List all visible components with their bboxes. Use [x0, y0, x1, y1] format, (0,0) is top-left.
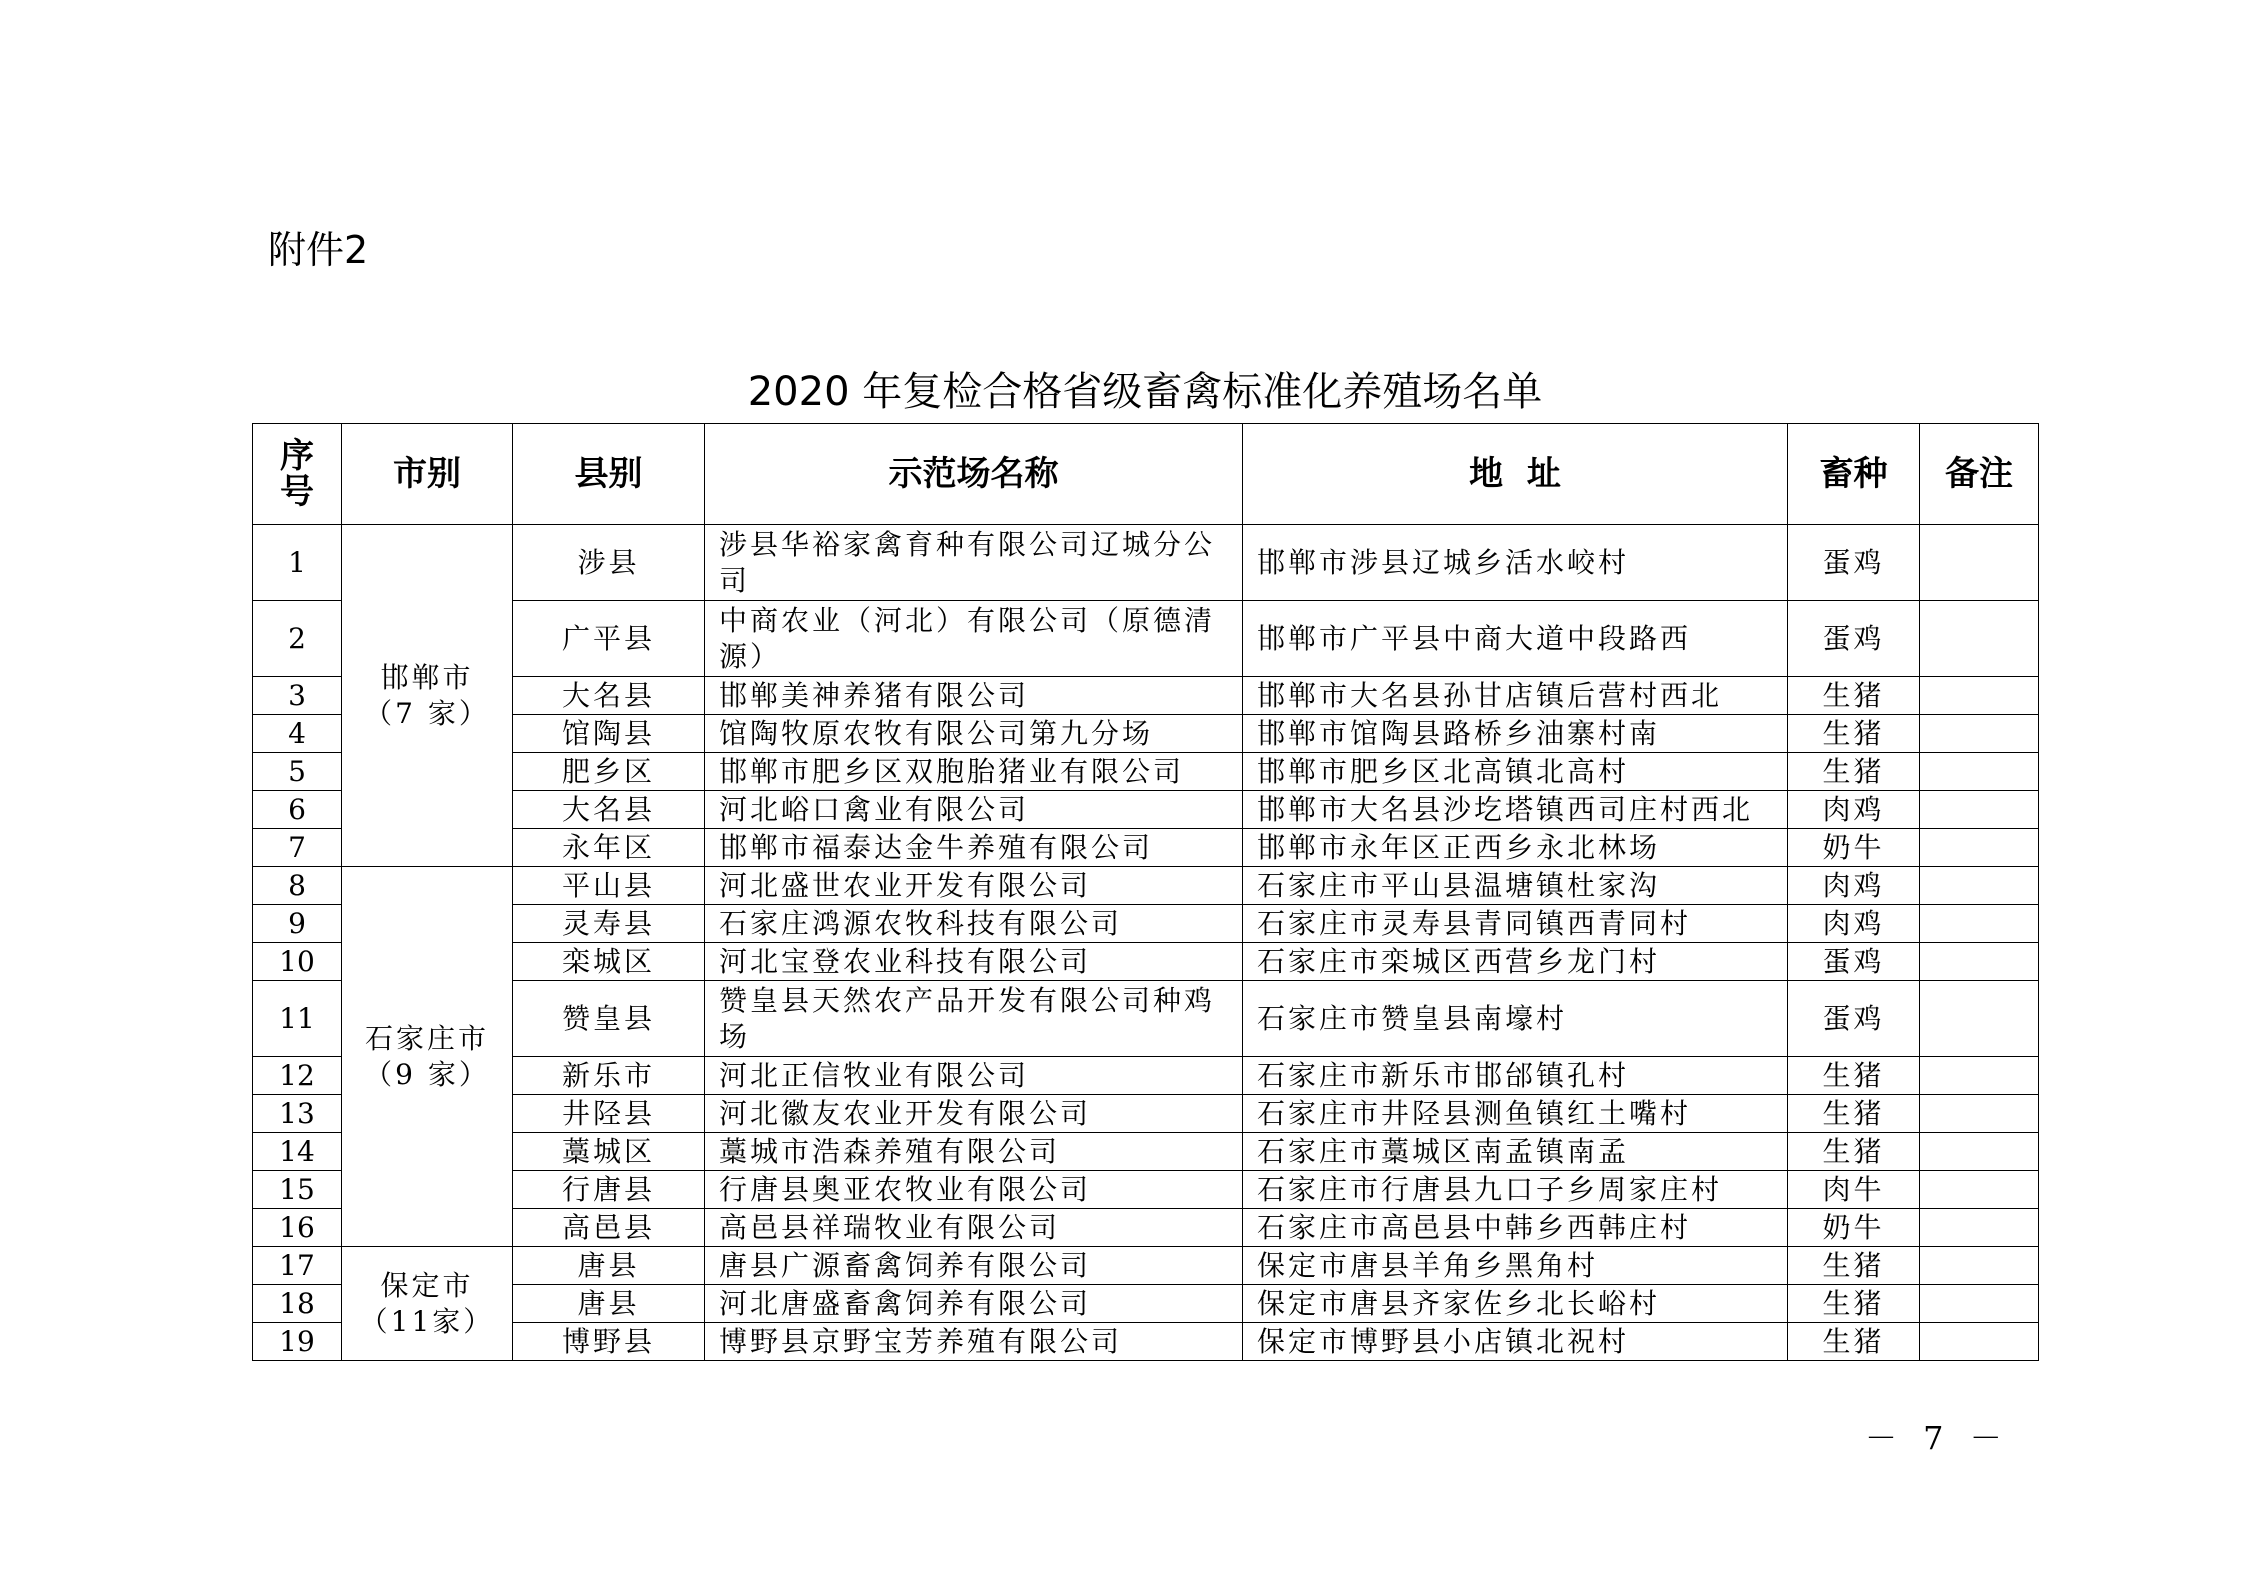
- row-number: 10: [253, 943, 342, 981]
- farm-name-cell: 河北盛世农业开发有限公司: [705, 867, 1243, 905]
- address-cell: 保定市唐县羊角乡黑角村: [1243, 1247, 1788, 1285]
- address-cell: 石家庄市新乐市邯邰镇孔村: [1243, 1057, 1788, 1095]
- attachment-label: 附件2: [268, 228, 369, 272]
- remarks-cell: [1920, 677, 2039, 715]
- table-row: [253, 981, 2039, 1057]
- table-row: [253, 525, 2039, 601]
- address-cell: 邯郸市肥乡区北高镇北高村: [1243, 753, 1788, 791]
- remarks-cell: [1920, 1133, 2039, 1171]
- table-row: [253, 829, 2039, 867]
- row-number: 11: [253, 981, 342, 1057]
- header-county: 县别: [513, 424, 705, 525]
- row-number: 6: [253, 791, 342, 829]
- table-row: [253, 1057, 2039, 1095]
- remarks-cell: [1920, 1247, 2039, 1285]
- farm-name-cell: 河北唐盛畜禽饲养有限公司: [705, 1285, 1243, 1323]
- city-name: 保定市: [380, 1268, 474, 1302]
- farm-name-cell: 河北徽友农业开发有限公司: [705, 1095, 1243, 1133]
- farm-name-cell: 邯郸美神养猪有限公司: [705, 677, 1243, 715]
- address-cell: 邯郸市广平县中商大道中段路西: [1243, 601, 1788, 677]
- address-cell: 石家庄市平山县温塘镇杜家沟: [1243, 867, 1788, 905]
- remarks-cell: [1920, 715, 2039, 753]
- header-remarks: 备注: [1920, 424, 2039, 525]
- remarks-cell: [1920, 1323, 2039, 1361]
- species-cell: 肉鸡: [1788, 791, 1920, 829]
- row-number: 2: [253, 601, 342, 677]
- county-cell: 行唐县: [513, 1171, 705, 1209]
- remarks-cell: [1920, 829, 2039, 867]
- species-cell: 肉鸡: [1788, 867, 1920, 905]
- header-no: 序号: [253, 424, 342, 525]
- remarks-cell: [1920, 1057, 2039, 1095]
- county-cell: 赞皇县: [513, 981, 705, 1057]
- species-cell: 蛋鸡: [1788, 943, 1920, 981]
- species-cell: 生猪: [1788, 1285, 1920, 1323]
- address-cell: 邯郸市大名县沙圪塔镇西司庄村西北: [1243, 791, 1788, 829]
- farm-name-cell: 唐县广源畜禽饲养有限公司: [705, 1247, 1243, 1285]
- county-cell: 馆陶县: [513, 715, 705, 753]
- table-row: [253, 1133, 2039, 1171]
- city-count: （7 家）: [364, 696, 490, 730]
- row-number: 13: [253, 1095, 342, 1133]
- row-number: 12: [253, 1057, 342, 1095]
- header-city: 市别: [342, 424, 513, 525]
- farm-name-cell: 河北宝登农业科技有限公司: [705, 943, 1243, 981]
- address-cell: 石家庄市灵寿县青同镇西青同村: [1243, 905, 1788, 943]
- county-cell: 高邑县: [513, 1209, 705, 1247]
- remarks-cell: [1920, 1209, 2039, 1247]
- species-cell: 蛋鸡: [1788, 601, 1920, 677]
- row-number: 14: [253, 1133, 342, 1171]
- page-number: － 7 －: [1865, 1419, 2010, 1457]
- table-row: [253, 1209, 2039, 1247]
- city-name: 邯郸市: [380, 660, 474, 694]
- row-number: 9: [253, 905, 342, 943]
- farm-name-cell: 馆陶牧原农牧有限公司第九分场: [705, 715, 1243, 753]
- address-cell: 邯郸市馆陶县路桥乡油寨村南: [1243, 715, 1788, 753]
- city-count: （9 家）: [364, 1057, 490, 1091]
- header-address: 地 址: [1243, 424, 1788, 525]
- row-number: 18: [253, 1285, 342, 1323]
- address-cell: 邯郸市涉县辽城乡活水峧村: [1243, 525, 1788, 601]
- remarks-cell: [1920, 791, 2039, 829]
- remarks-cell: [1920, 601, 2039, 677]
- farm-name-cell: 石家庄鸿源农牧科技有限公司: [705, 905, 1243, 943]
- species-cell: 生猪: [1788, 1133, 1920, 1171]
- address-cell: 石家庄市高邑县中韩乡西韩庄村: [1243, 1209, 1788, 1247]
- farm-name-cell: 高邑县祥瑞牧业有限公司: [705, 1209, 1243, 1247]
- species-cell: 生猪: [1788, 1095, 1920, 1133]
- species-cell: 生猪: [1788, 1057, 1920, 1095]
- remarks-cell: [1920, 905, 2039, 943]
- county-cell: 唐县: [513, 1247, 705, 1285]
- farm-name-cell: 河北正信牧业有限公司: [705, 1057, 1243, 1095]
- farm-name-cell: 行唐县奥亚农牧业有限公司: [705, 1171, 1243, 1209]
- row-number: 1: [253, 525, 342, 601]
- remarks-cell: [1920, 753, 2039, 791]
- farm-name-cell: 邯郸市福泰达金牛养殖有限公司: [705, 829, 1243, 867]
- table-row: [253, 791, 2039, 829]
- species-cell: 蛋鸡: [1788, 981, 1920, 1057]
- farm-name-cell: 博野县京野宝芳养殖有限公司: [705, 1323, 1243, 1361]
- table-row: [253, 753, 2039, 791]
- table-row: [253, 1323, 2039, 1361]
- address-cell: 保定市博野县小店镇北祝村: [1243, 1323, 1788, 1361]
- address-cell: 邯郸市大名县孙甘店镇后营村西北: [1243, 677, 1788, 715]
- remarks-cell: [1920, 867, 2039, 905]
- species-cell: 生猪: [1788, 1247, 1920, 1285]
- address-cell: 石家庄市栾城区西营乡龙门村: [1243, 943, 1788, 981]
- header-farm-name: 示范场名称: [705, 424, 1243, 525]
- farm-name-cell: 邯郸市肥乡区双胞胎猪业有限公司: [705, 753, 1243, 791]
- address-cell: 石家庄市藁城区南孟镇南孟: [1243, 1133, 1788, 1171]
- city-name: 石家庄市: [364, 1021, 489, 1055]
- row-number: 15: [253, 1171, 342, 1209]
- table-row: [253, 1247, 2039, 1285]
- table-row: [253, 905, 2039, 943]
- county-cell: 藁城区: [513, 1133, 705, 1171]
- table-row: [253, 677, 2039, 715]
- roster-body: [253, 525, 2039, 1361]
- row-number: 5: [253, 753, 342, 791]
- county-cell: 大名县: [513, 791, 705, 829]
- county-cell: 永年区: [513, 829, 705, 867]
- species-cell: 奶牛: [1788, 829, 1920, 867]
- city-cell: [342, 525, 513, 867]
- header-species: 畜种: [1788, 424, 1920, 525]
- city-cell: [342, 1247, 513, 1361]
- row-number: 7: [253, 829, 342, 867]
- header-row: [253, 424, 2039, 525]
- table-row: [253, 867, 2039, 905]
- address-cell: 石家庄市赞皇县南壕村: [1243, 981, 1788, 1057]
- table-row: [253, 715, 2039, 753]
- county-cell: 新乐市: [513, 1057, 705, 1095]
- row-number: 16: [253, 1209, 342, 1247]
- farm-name-cell: 藁城市浩森养殖有限公司: [705, 1133, 1243, 1171]
- city-cell: [342, 867, 513, 1247]
- document-title: 2020 年复检合格省级畜禽标准化养殖场名单: [747, 369, 1543, 415]
- table-row: [253, 601, 2039, 677]
- address-cell: 石家庄市行唐县九口子乡周家庄村: [1243, 1171, 1788, 1209]
- farm-name-cell: 赞皇县天然农产品开发有限公司种鸡场: [705, 981, 1243, 1057]
- remarks-cell: [1920, 943, 2039, 981]
- farm-name-cell: 河北峪口禽业有限公司: [705, 791, 1243, 829]
- row-number: 4: [253, 715, 342, 753]
- county-cell: 栾城区: [513, 943, 705, 981]
- row-number: 3: [253, 677, 342, 715]
- remarks-cell: [1920, 981, 2039, 1057]
- farm-name-cell: 中商农业（河北）有限公司（原德清源）: [705, 601, 1243, 677]
- remarks-cell: [1920, 525, 2039, 601]
- remarks-cell: [1920, 1285, 2039, 1323]
- address-cell: 邯郸市永年区正西乡永北林场: [1243, 829, 1788, 867]
- remarks-cell: [1920, 1095, 2039, 1133]
- species-cell: 肉鸡: [1788, 905, 1920, 943]
- city-count: （11家）: [359, 1304, 495, 1338]
- county-cell: 平山县: [513, 867, 705, 905]
- species-cell: 肉牛: [1788, 1171, 1920, 1209]
- farm-roster-table: [252, 423, 2039, 1361]
- county-cell: 灵寿县: [513, 905, 705, 943]
- county-cell: 肥乡区: [513, 753, 705, 791]
- remarks-cell: [1920, 1171, 2039, 1209]
- row-number: 19: [253, 1323, 342, 1361]
- county-cell: 唐县: [513, 1285, 705, 1323]
- address-cell: 保定市唐县齐家佐乡北长峪村: [1243, 1285, 1788, 1323]
- county-cell: 大名县: [513, 677, 705, 715]
- table-row: [253, 1171, 2039, 1209]
- species-cell: 生猪: [1788, 753, 1920, 791]
- county-cell: 涉县: [513, 525, 705, 601]
- species-cell: 生猪: [1788, 1323, 1920, 1361]
- species-cell: 奶牛: [1788, 1209, 1920, 1247]
- row-number: 8: [253, 867, 342, 905]
- farm-name-cell: 涉县华裕家禽育种有限公司辽城分公司: [705, 525, 1243, 601]
- table-row: [253, 1095, 2039, 1133]
- species-cell: 蛋鸡: [1788, 525, 1920, 601]
- species-cell: 生猪: [1788, 677, 1920, 715]
- county-cell: 广平县: [513, 601, 705, 677]
- county-cell: 博野县: [513, 1323, 705, 1361]
- table-row: [253, 1285, 2039, 1323]
- table-row: [253, 943, 2039, 981]
- row-number: 17: [253, 1247, 342, 1285]
- species-cell: 生猪: [1788, 715, 1920, 753]
- county-cell: 井陉县: [513, 1095, 705, 1133]
- address-cell: 石家庄市井陉县测鱼镇红土嘴村: [1243, 1095, 1788, 1133]
